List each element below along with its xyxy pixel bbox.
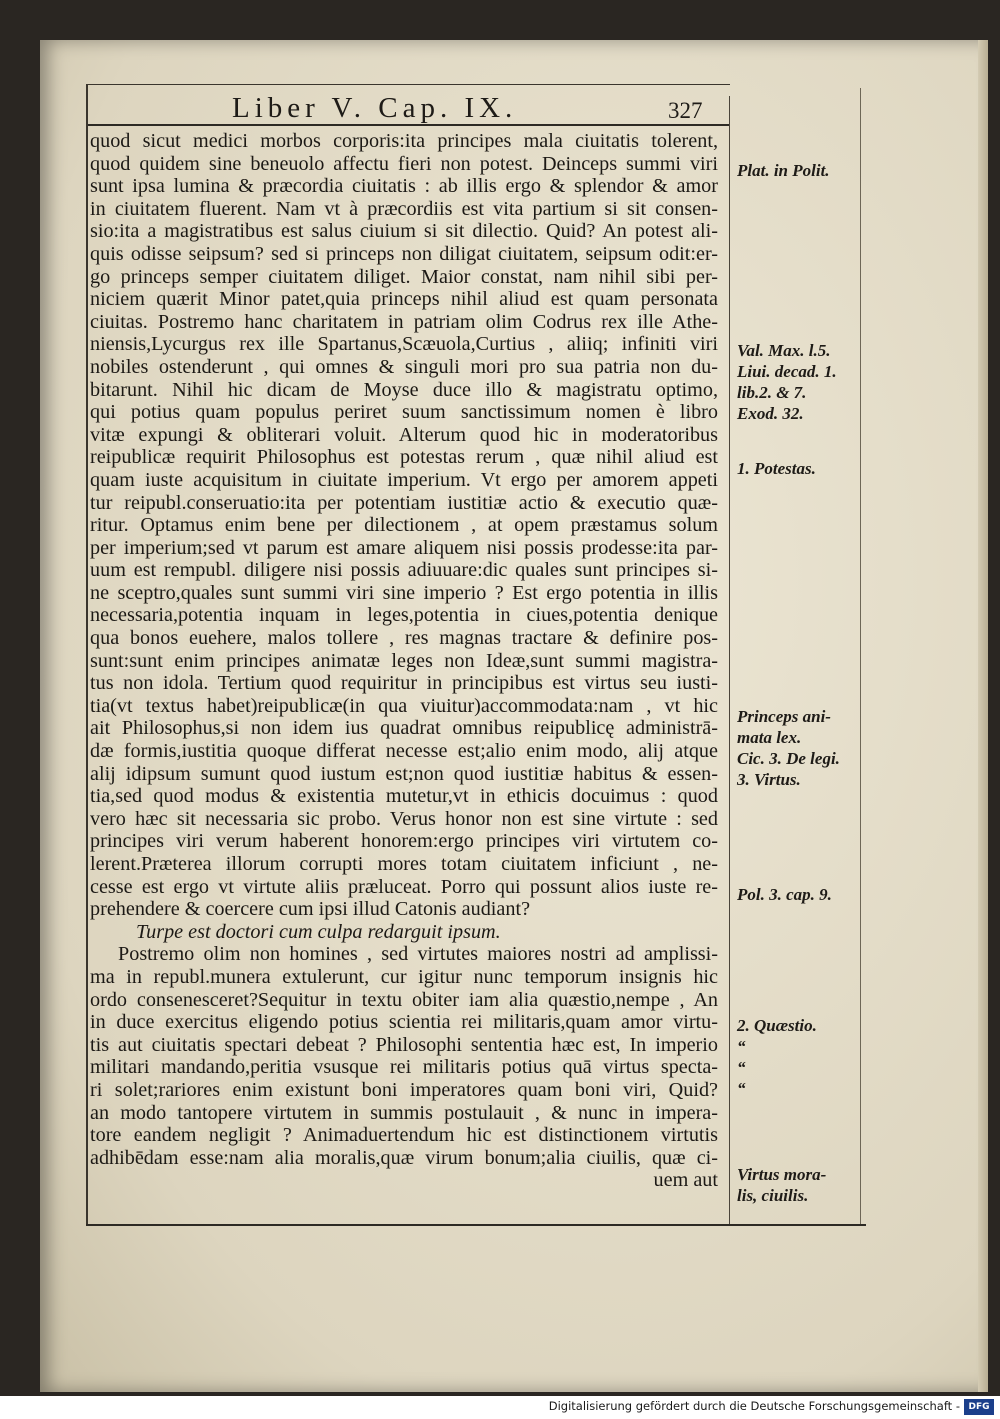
margin-note-line: Plat. in Polit. xyxy=(737,161,830,180)
margin-note xyxy=(737,160,830,181)
text-line: ri solet;rariores enim existunt boni imperatores quam boni viri, Quid? xyxy=(90,1078,718,1101)
text-line: niensis,Lycurgus rex ille Spartanus,Scæuola,Curtius , aliiq; infiniti viri xyxy=(90,333,718,356)
main-text-block xyxy=(90,130,718,1192)
dfg-logo: DFG xyxy=(964,1399,994,1415)
margin-note-line: lis, ciuilis. xyxy=(737,1186,809,1205)
text-line: in ciuitatem fluerent. Nam vt à præcordiis est vita partium si sit consen- xyxy=(90,197,718,220)
footer-bar xyxy=(0,1396,1000,1419)
text-line: tur reipubl.conseruatio:ita per potentiam iustitiæ actio & executio quæ- xyxy=(90,491,718,514)
page-edge xyxy=(978,40,988,1392)
margin-note-line: “ xyxy=(737,1058,746,1077)
text-line: bitarunt. Nihil hic dicam de Moyse duce illo & magistratu optimo, xyxy=(90,378,718,401)
funding-notice: Digitalisierung gefördert durch die Deutsche Forschungsgemeinschaft - xyxy=(548,1399,960,1413)
margin-note-line: 1. Potestas. xyxy=(737,459,816,478)
text-line: vitæ expungi & obliterari voluit. Alterum quod hic in moderatoribus xyxy=(90,423,718,446)
text-line: sunt ipsa lumina & præcordia ciuitatis : ab illis ergo & splendor & amor xyxy=(90,175,718,198)
margin-note xyxy=(737,340,837,424)
running-head: Liber V. Cap. IX. xyxy=(232,92,518,124)
text-line: tore eandem negligit ? Animaduertendum hic est distinctionem virtutis xyxy=(90,1124,718,1147)
text-line: tus non idola. Tertium quod requiritur in principibus est virtus seu iusti- xyxy=(90,672,718,695)
text-line: alij idipsum sumunt quod iustum est;non quod iustitiæ habitus & essen- xyxy=(90,762,718,785)
page-number: 327 xyxy=(668,98,703,123)
text-line: quam iuste acquisitum in ciuitate imperium. Vt ergo per amorem appeti xyxy=(90,468,718,491)
margin-note-line: 2. Quæstio. xyxy=(737,1016,817,1035)
text-line: sio:ita a magistratibus est salus ciuium si sit dilectio. Quid? An potest ali- xyxy=(90,220,718,243)
text-line: quod quidem sine beneuolo affectu fieri non potest. Deinceps summi viri xyxy=(90,152,718,175)
margin-note-line: 3. Virtus. xyxy=(737,770,801,789)
text-line: principes viri verum haberent honorem:ergo principes viri virtutem co- xyxy=(90,830,718,853)
margin-note xyxy=(737,706,840,790)
text-line: ma in republ.munera extulerunt, cur igitur nunc temporum insignis hic xyxy=(90,965,718,988)
text-line: tia,sed quod modus & existentia mutetur,vt in ethicis docuimus : quod xyxy=(90,785,718,808)
text-line: vero hæc sit necessaria sic probo. Verus honor non est sine virtute : sed xyxy=(90,807,718,830)
margin-note-line: Cic. 3. De legi. xyxy=(737,749,840,768)
text-line: cesse est ergo vt virtute aliis præluceat. Porro qui possunt alios iuste re- xyxy=(90,875,718,898)
text-line: dæ formis,iustitia quoque differat necesse est;alio enim modo, alij atque xyxy=(90,740,718,763)
text-line: ordo consenesceret?Sequitur in textu obiter iam alia quæstio,nempe , An xyxy=(90,988,718,1011)
text-line: ritur. Optamus enim bene per dilectionem , at opem præstamus solum xyxy=(90,514,718,537)
margin-note xyxy=(737,1164,826,1206)
text-line: reipublicæ requirit Philosophus est potestas rerum , quæ nihil aliud est xyxy=(90,446,718,469)
text-line: ait Philosophus,si non idem ius quadrat omnibus reipublicę administrā- xyxy=(90,717,718,740)
text-line: adhibēdam esse:nam alia moralis,quæ virum bonum;alia ciuilis, quæ ci- xyxy=(90,1146,718,1169)
text-line: tia(vt textus habet)reipublicæ(in qua viuitur)accommodata:nam , vt hic xyxy=(90,694,718,717)
header-top-rule xyxy=(88,84,730,85)
left-frame-rule xyxy=(86,84,88,1226)
text-line: in duce exercitus eligendo potius scientia rei militaris,quam amor virtu- xyxy=(90,1011,718,1034)
text-line: qua bonos euehere, malos tollere , res magnas tractare & definire pos- xyxy=(90,627,718,650)
margin-note-line: Val. Max. l.5. xyxy=(737,341,831,360)
text-line: prehendere & coercere cum ipsi illud Catonis audiant? xyxy=(90,898,531,921)
text-line: quis odisse seipsum? sed si princeps non diligat ciuitatem, seipsum odit:er- xyxy=(90,242,718,265)
text-line: quod sicut medici morbos corporis:ita principes mala ciuitatis tolerent, xyxy=(90,130,718,152)
text-line: qui potius quam populus periret suum sanctissimum nomen è libro xyxy=(90,401,718,424)
margin-note xyxy=(737,458,816,479)
bottom-rule xyxy=(86,1224,866,1226)
margin-note-line: mata lex. xyxy=(737,728,802,747)
margin-note-line: Princeps ani- xyxy=(737,707,831,726)
text-line: militari mandando,peritia vsusque rei militaris potius quā virtus specta- xyxy=(90,1056,718,1079)
margin-note-line: Virtus mora- xyxy=(737,1165,827,1184)
margin-note-line: lib.2. & 7. xyxy=(737,383,807,402)
margin-note xyxy=(737,1015,817,1099)
margin-note-line: Liui. decad. 1. xyxy=(737,362,837,381)
margin-note xyxy=(737,884,832,905)
text-line: niciem quærit Minor patet,quia princeps nihil aliud est quam personata xyxy=(90,288,718,311)
text-line: ne sceptro,quales sunt summi viri sine imperio ? Est ergo potentia in illis xyxy=(90,581,718,604)
text-line: uem aut xyxy=(653,1169,718,1192)
margin-note-line: “ xyxy=(737,1079,746,1098)
margin-note-line: Exod. 32. xyxy=(737,404,804,423)
text-line: per imperium;sed vt parum est amare aliquem nisi possis prodesse:ita par- xyxy=(90,536,718,559)
text-line: nobiles ostenderunt , qui omnes & singuli mori pro sua patria non du- xyxy=(90,355,718,378)
text-column-rule xyxy=(729,96,730,1226)
margin-note-line: “ xyxy=(737,1037,746,1056)
text-line: tis aut ciuitatis spectari debeat ? Philosophi sententia hæc est, In imperio xyxy=(90,1033,718,1056)
quotation-line: Turpe est doctori cum culpa redarguit ipsum. xyxy=(136,920,501,943)
text-line: necessaria,potentia inquam in leges,potentia in ciues,potentia denique xyxy=(90,604,718,627)
text-line: ciuitas. Postremo hanc charitatem in patriam olim Codrus rex ille Athe- xyxy=(90,310,718,333)
margin-column-rule xyxy=(860,88,861,1226)
text-line: lerent.Præterea illorum corrupti mores totam ciuitatem inficiunt , ne- xyxy=(90,853,718,875)
margin-note-line: Pol. 3. cap. 9. xyxy=(737,885,832,904)
text-line: go princeps semper ciuitatem diliget. Maior constat, nam nihil sibi per- xyxy=(90,265,718,288)
text-line: Postremo olim non homines , sed virtutes maiores nostri ad amplissi- xyxy=(118,943,718,966)
header-rule xyxy=(88,124,730,126)
text-line: uum est rempubl. diligere nisi possis adiuuare:dic quales sunt principes si- xyxy=(90,559,718,582)
text-line: sunt:sunt enim principes animatæ leges non Ideæ,sunt summi magistra- xyxy=(90,649,718,672)
text-line: an modo tantopere virtutem in summis postulauit , & nunc in impera- xyxy=(90,1101,718,1124)
